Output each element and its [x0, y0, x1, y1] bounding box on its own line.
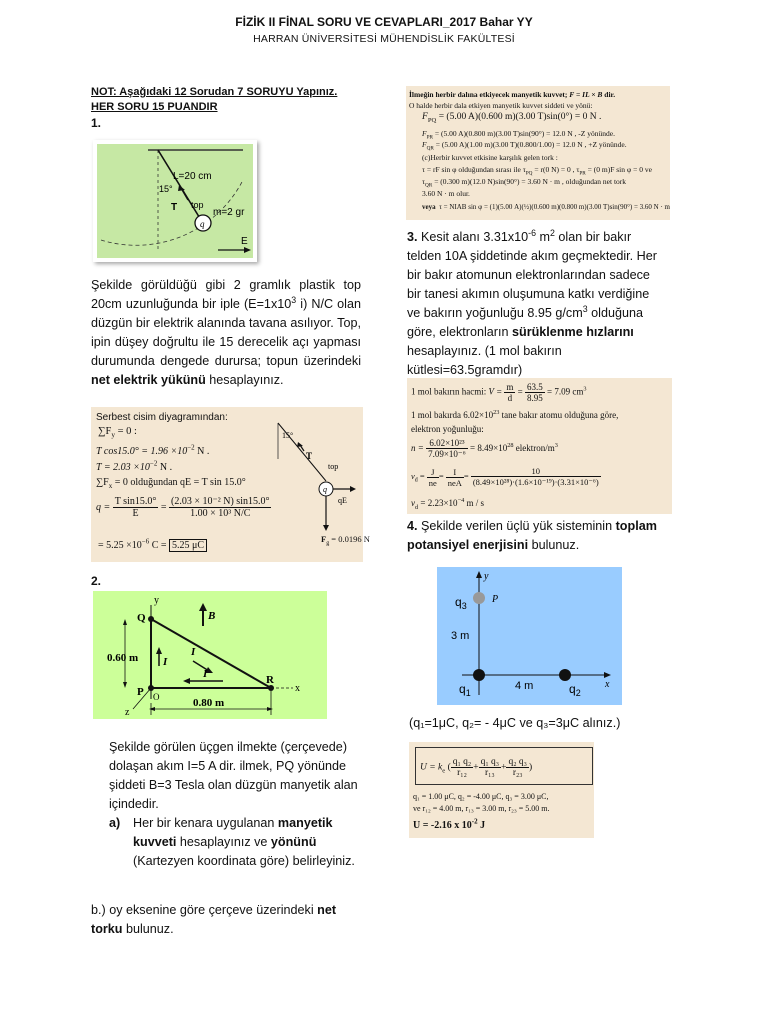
q1-solution — [91, 407, 370, 562]
fig-q1-label: $q_1$ — [459, 682, 471, 698]
q1-sol-line1: $\sum F_y = 0$ : — [98, 426, 137, 440]
q2-sol-fpq: $F_{PQ} = (5.00$ A)(0.600 m)(3.00 T)sin(0°) = 0 N . — [422, 112, 602, 124]
q2-a-text: Her bir kenara uygulanan manyetik kuvveti hesaplayınız ve yönünü (Kartezyen koordinata göre) belirleyiniz. — [133, 816, 355, 868]
q4-sol-values1: q₁ = 1.00 μC, q₂ = -4.00 μC, q₃ = 3.00 μC, — [413, 792, 549, 801]
q4-sol-result: U = -2.16 x $10^{-2}$ J — [413, 817, 486, 831]
points-line: HER SORU 15 PUANDIR — [91, 101, 218, 113]
fig-current-3: I — [203, 668, 208, 680]
q2-b-text: b.) oy eksenine göre çerçeve üzerindeki net torku bulunuz. — [91, 903, 337, 936]
q4-text: 4. Şekilde verilen üçlü yük sisteminin toplam potansiyel enerjisini bulunuz. — [407, 519, 657, 552]
fig-origin: O — [153, 692, 160, 702]
fig-point-Q: Q — [137, 612, 146, 624]
q2-sol-tau3: 3.60 N · m olur. — [422, 189, 470, 198]
fig-angle-label: 15° — [159, 184, 173, 194]
q4-number: 4. — [407, 519, 418, 533]
q2-figure — [93, 591, 327, 719]
q2-solution — [406, 86, 670, 220]
q2-number: 2. — [91, 574, 102, 588]
q1-sol-result: = $5.25 \times 10^{-6}$ C = 5.25 μC — [98, 540, 207, 551]
q1-number: 1. — [91, 116, 102, 130]
fig-charge-label: q — [200, 219, 205, 229]
q4-sol-values2: ve r₁₂ = 4.00 m, r₁₃ = 3.00 m, r₂₃ = 5.00 m. — [413, 804, 550, 813]
q3-sol-result: $v_d = 2.23\times 10^{-4}$ m / s — [411, 497, 485, 511]
fig-dim-vertical: 0.60 m — [107, 652, 139, 664]
q4-figure — [437, 567, 622, 705]
fig-current-2: I — [191, 646, 196, 658]
page-subtitle: HARRAN ÜNİVERSİTESİ MÜHENDİSLİK FAKÜLTESİ — [253, 33, 515, 45]
q2-sol-line2: O halde herbir dala etkiyen manyetik kuvvet siddeti ve yönü: — [409, 101, 593, 110]
fbd-top: top — [328, 462, 339, 471]
q3-sol-density-label: elektron yoğunluğu: — [411, 424, 484, 434]
q1-sol-line5: q = $\frac{\text{T sin15.0°}}{E}$ = $\frac{\text{(2.03 × 10⁻² N) sin15.0°}}{\text{1.00 × 10³ N/C}}$ — [96, 496, 270, 519]
fig-point-P: P — [137, 686, 144, 698]
q1-sol-line2: T $\cos 15.0^\circ = 1.96 \times 10^{-2}$ N . — [96, 443, 210, 457]
pendulum-diagram — [93, 140, 257, 262]
q3-number: 3. — [407, 230, 418, 244]
fbd-qE: qE — [338, 496, 347, 505]
fig-distance-3m: 3 m — [451, 630, 470, 642]
q4-sol-formula: $U = k_e$ ( $\frac{\text{q₁ q₂}}{\text{r₁₂}}$ + $\frac{\text{q₁ q₃}}{\text{r₁₃}}$ + $\frac{\text{q₂ q₃}}{\text{r₂₃}}$ ) — [415, 747, 593, 785]
fig-B-label: B — [208, 610, 216, 622]
fig-x-axis: x — [295, 683, 300, 694]
fig-mass-label: m=2 gr — [213, 207, 245, 218]
q1-figure — [93, 140, 257, 262]
charge-system-diagram — [437, 567, 622, 705]
fig-point-P-label: P — [492, 594, 499, 605]
page-title: FİZİK II FİNAL SORU VE CEVAPLARI_2017 Bahar YY — [235, 15, 533, 29]
q3-sol-density: n = $\frac{\text{6.02×10²³}}{\text{7.09×10⁻⁶}}$ = $8.49\times 10^{28}$ elektron/$m^3$ — [411, 438, 558, 459]
q4-given-values: (q₁=1μC, q₂= - 4μC ve q₃=3μC alınız.) — [409, 716, 621, 730]
fig-point-R: R — [266, 674, 274, 686]
q3-text: 3. Kesit alanı $3.31x10^{-6}$ $m^2$ olan bir bakır telden 10A şiddetinde akım geçmektedir. Her bir bakır atomunun elektronlarından sadece bir tanesi akımın oluşumuna katkı verdiğine ve bakırın yoğunluğu 8.95 $g/cm^3$ olduğuna göre, elektronların sürüklenme hızlarını hesaplayınız. (1 mol bakırın kütlesi=63.5gramdır) — [407, 227, 657, 377]
fig-tension-label: T — [171, 202, 178, 213]
q1-sol-line3: $T = 2.03 \times 10^{-2}$ N . — [96, 459, 173, 473]
q4-solution — [409, 742, 594, 838]
q1-sol-line4: $\sum F_x = 0$ olduğundan qE = T sin 15.0° — [96, 477, 246, 490]
q3-sol-atoms: 1 mol bakırda $6.02\times 10^{23}$ tane bakır atomu olduğuna göre, — [411, 409, 619, 420]
q1-text: Şekilde görüldüğü gibi 2 gramlık plastik top 20cm uzunluğunda bir iple ($E=1x10^3$ i) N/C olan düzgün bir elektrik alanında tavana asılıyor. Top, ipin düşey doğrultu ile 15 derecelik açı yapması durumunda dengede durursa; topun üzerindeki net elektrik yükünü hesaplayınız. — [91, 278, 361, 387]
fig-distance-4m: 4 m — [515, 680, 534, 692]
q3-sol-drift-formula: $v_d$ = $\frac{J}{ne}$ = $\frac{I}{\text{neA}}$ = $\frac{10}{\text{(8.49×10²⁸)·(1.6×10⁻¹⁹)·(3.31×10⁻⁶)}}$ — [411, 466, 599, 488]
q2-sol-heading: İlmeğin herbir dalına etkiyecek manyetik kuvvet; F = IL × B dir. — [409, 90, 616, 99]
fig-q3-label: $q_3$ — [455, 595, 467, 611]
q3-sol-volume: 1 mol bakırın hacmi: V = $\frac{m}{d}$ = $\frac{63.5}{8.95}$ = 7.09 $cm^3$ — [411, 382, 587, 403]
fig-y-axis-label: y — [484, 571, 489, 582]
fig-q2-label: $q_2$ — [569, 682, 581, 698]
q3-solution — [407, 378, 672, 514]
fig-ball-label: top — [191, 200, 204, 210]
q2-sol-veya: veya τ = NIAB sin φ = (1)(5.00 A)(½)(0.600 m)(0.800 m)(3.00 T)sin(90°) = 3.60 N · m — [422, 203, 670, 211]
q2-text: Şekilde görülen üçgen ilmekte (çerçevede) dolaşan akım I=5 A dir. ilmek, PQ yönünde şiddeti B=3 Tesla olan düzgün manyetik alan içindedir. — [109, 740, 358, 811]
fig-current-1: I — [163, 656, 168, 668]
q2-sol-fqr: $F_{QR} = (5.00$ A)(1.00 m)(3.00 T)(0.800/1.00) = 12.0 N , +Z yönünde. — [422, 140, 627, 152]
fig-field-label: E — [241, 236, 248, 247]
fig-y-axis: y — [154, 595, 159, 606]
fbd-q: q — [323, 485, 327, 494]
fig-length-label: L=20 cm — [173, 171, 212, 182]
q1-answer-box: 5.25 μC — [169, 539, 207, 552]
q2-sol-fpr: $F_{PR} = (5.00$ A)(0.800 m)(3.00 T)sin(90°) = 12.0 N , -Z yönünde. — [422, 129, 615, 141]
note-line: NOT: Aşağıdaki 12 Sorudan 7 SORUYU Yapınız. — [91, 86, 338, 98]
fig-z-axis: z — [125, 707, 130, 718]
fig-x-axis-label: x — [605, 679, 610, 690]
triangle-loop-diagram — [93, 591, 327, 719]
q2-sol-c: (c)Herbir kuvvet etkisine karşılık gelen tork : — [422, 153, 558, 162]
fbd-angle: 15° — [282, 431, 294, 440]
q2-sol-tau1: τ = rF sin φ olduğundan sırası ile $\tau_{PQ} = r(0$ N) = 0 , $\tau_{PR} = (0$ m)F sin φ = 0 ve — [422, 165, 652, 177]
fbd-weight: $F_g = 0.0196$ N — [321, 534, 370, 547]
q1-bold-phrase: net elektrik yükünü — [91, 373, 206, 387]
q1-sol-heading: Serbest cisim diyagramından: — [96, 412, 228, 423]
q2-a-label: a) — [109, 816, 121, 830]
fig-dim-horizontal: 0.80 m — [193, 697, 225, 709]
q2-sol-tau2: $\tau_{QR} = (0.300$ m)(12.0 N)sin(90°) = 3.60 N · m , olduğundan net tork — [422, 177, 627, 189]
fbd-tension: T — [306, 451, 313, 461]
